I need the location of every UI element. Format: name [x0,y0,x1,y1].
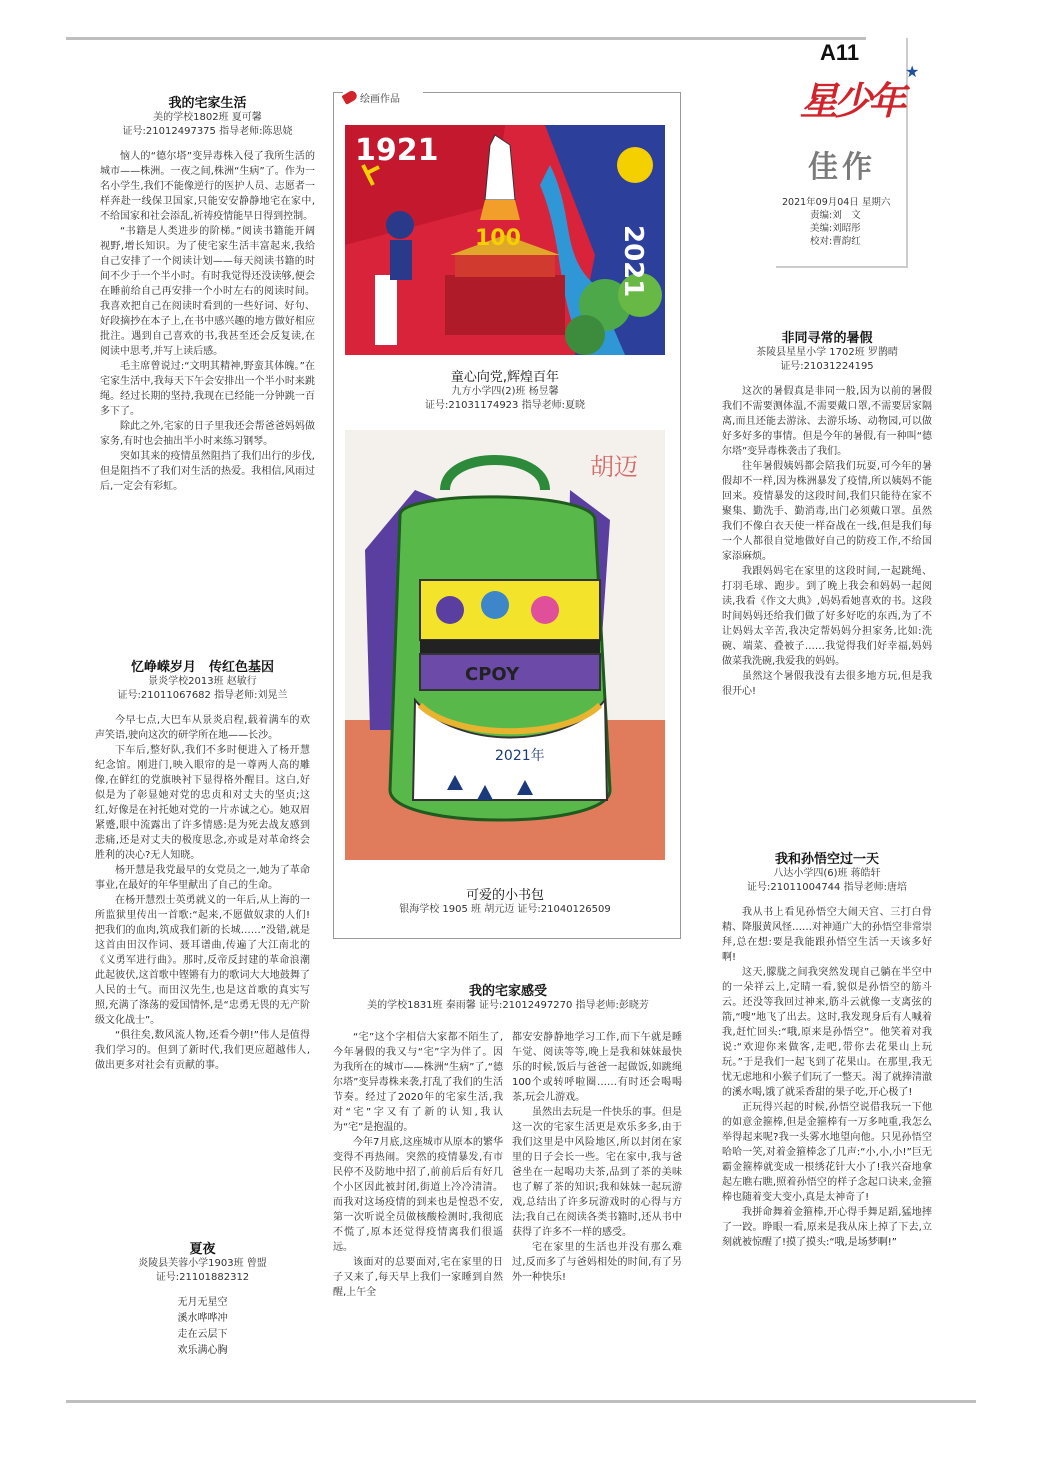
article-title: 忆峥嵘岁月 传红色基因 [130,660,274,675]
poem-line: 走在云层下 [177,1329,228,1340]
paragraph: 这天,朦胧之间我突然发现自己躺在半空中的一朵祥云上,定睛一看,貌似是孙悟空的筋斗云。还没等我回过神来,筋斗云就像一支离弦的箭,“嗖”地飞了出去。这时,我发现身后有人喊着我,赶忙回头:“哦,原来是孙悟空”。他笑着对我说:“欢迎你来做客,走吧,带你去花果山上玩玩。”于是我们一起飞到了花果山。在那里,我无忧无虑地和小猴子们玩了一整天。渴了就捧清澈的溪水喝,饿了就采香甜的果子吃,开心极了! [722,967,932,1098]
article-title: 我的宅家感受 [468,984,547,999]
pen-icon [341,89,358,105]
paragraph: 在杨开慧烈士英勇就义的一年后,从上海的一所监狱里传出一首歌:“起来,不愿做奴隶的人们!把我们的血肉,筑成我们新的长城……”没错,就是这首由田汉作词、聂耳谱曲,传遍了大江南北的《义勇军进行曲》。那时,反帝反封建的革命浪潮此起彼伏,这首歌中铿锵有力的歌词大大地鼓舞了人民的士气。而田汉先生,也是这首歌的真实写照,充满了涤荡的爱国情怀,是“忠勇无畏的无产阶级文化战士”。 [95,895,310,1026]
bag-text-2021: 2021年 [495,748,545,764]
painting-byline: 九方小学四(2)班 杨昱馨 [451,386,559,397]
paragraph: 今早七点,大巴车从景炎启程,载着满车的欢声笑语,驶向这次的研学所在地——长沙。 [95,715,310,741]
article-id: 证号:21012497375 指导老师:陈思娆 [122,126,293,137]
article-title: 非同寻常的暑假 [781,331,873,346]
article-home-feelings-col2 [512,1030,682,1285]
issue-info [782,196,890,248]
artwork-section-label: 绘画作品 [360,93,400,105]
painting-title: 可爱的小书包 [465,888,544,903]
article-title: 夏夜 [189,1242,216,1257]
article-title: 我的宅家生活 [168,96,247,111]
painted-100: 100 [475,226,521,251]
bottom-rule [66,1400,976,1403]
poem-body [95,1295,310,1359]
paragraph: 往年暑假姨妈都会陪我们玩耍,可今年的暑假却不一样,因为株洲暴发了疫情,所以姨妈不能回来。疫情暴发的这段时间,我们只能待在家不聚集、勤洗手、勤消毒,出门必须戴口罩。虽然我们不像白衣天使一样奋战在一线,但是我们每一个人都很自觉地做好自己的防疫工作,不给国家添麻烦。 [722,461,932,562]
paragraph: 除此之外,宅家的日子里我还会帮爸爸妈妈做家务,有时也会抽出半小时来练习钢琴。 [100,421,315,447]
bag-text-cpoy: CPOY [465,664,520,685]
article-id: 证号:21031224195 [780,361,874,372]
painting-centenary-art [345,125,665,355]
article-title: 我和孙悟空过一天 [774,852,879,867]
article-red-gene [95,656,310,1073]
proofreader: 校对:曹韵红 [810,236,861,247]
paragraph: 都安安静静地学习工作,而下午就是睡午觉、阅读等等,晚上是我和妹妹最快乐的时候,饭后与爸爸一起做饭,如跳绳100个或转呼啦圈……有时还会喝喝茶,玩会儿游戏。 [512,1032,682,1103]
designer: 美编:刘昭彤 [810,223,861,234]
article-body [100,149,315,494]
paragraph: 我跟妈妈宅在家里的这段时间,一起跳绳、打羽毛球、跑步。到了晚上我会和妈妈一起阅读,我看《作文大典》,妈妈看她喜欢的书。这段时间妈妈还给我们做了好多好吃的东西,为了不让妈妈太辛苦,我决定帮妈妈分担家务,比如:洗碗、端菜、叠被子……我觉得我们好幸福,妈妈做菜我洗碗,我爱我的妈妈。 [722,566,932,667]
artwork-section-tag [343,88,423,106]
paragraph: 虽然这个暑假我没有去很多地方玩,但是我很开心! [722,671,932,697]
artist-signature: 胡迈 [590,453,638,481]
paragraph: 毛主席曾说过:“文明其精神,野蛮其体魄。”在宅家生活中,我每天下午会安排出一个半小时来跳绳。经过长期的坚持,我现在已经能一分钟跳一百多下了。 [100,361,315,417]
poem-summer-night [95,1238,310,1359]
article-id: 证号:21101882312 [155,1272,250,1283]
article-home-feelings-col1 [333,1030,503,1300]
paragraph: 我从书上看见孙悟空大闹天宫、三打白骨精、降服黄风怪……对神通广大的孙悟空非常崇拜,总在想:要是我能跟孙悟空生活一天该多好啊! [722,907,932,963]
paragraph: 杨开慧是我党最早的女党员之一,她为了革命事业,在最好的年华里献出了自己的生命。 [95,865,310,891]
article-body [722,384,932,699]
paragraph: 恼人的“德尔塔”变异毒株入侵了我所生活的城市——株洲。一夜之间,株洲“生病”了。作为一名小学生,我们不能像逆行的医护人员、志愿者一样奔赴一线保卫国家,只能安安静静地宅在家中,不给国家和社会添乱,祈祷疫情能早日得到控制。 [100,151,315,222]
painting-schoolbag [345,430,665,860]
paragraph: “宅”这个字相信大家都不陌生了,今年暑假的我又与“宅”字为伴了。因为我所在的城市——株洲“生病”了,“德尔塔”变异毒株来袭,打乱了我们的生活节奏。经过了2020年的宅家生活,我对“宅”字又有了新的认知,我认为“宅”是抱温的。 [333,1032,503,1133]
paragraph: 宅在家里的生活也并没有那么难过,反而多了与爸妈相处的时间,有了另外一种快乐! [512,1242,682,1283]
article-my-home-life [100,92,315,494]
paragraph: 正玩得兴起的时候,孙悟空说借我玩一下他的如意金箍棒,但是金箍棒有一万多吨重,我怎么举得起来呢?我一头雾水地望向他。只见孙悟空哈哈一笑,对着金箍棒念了几声:“小,小,小!”巨无霸金箍棒就变成一根绣花针大小了!我兴奋地拿起左瞧右瞧,照着孙悟空的样子念起口诀来,金箍棒也随着变大变小,真是太神奇了! [722,1102,932,1203]
paragraph: 这次的暑假真是非同一般,因为以前的暑假我们不需要测体温,不需要戴口罩,不需要居家隔离,而且还能去游泳、去游乐场、动物园,可以做好多好多的事情。但是今年的暑假,有一种叫“德尔塔”变异毒株袭击了我们。 [722,386,932,457]
article-sun-wukong [722,848,932,1250]
paragraph: 该面对的总要面对,宅在家里的日子又来了,每天早上我们一家睡到自然醒,上午全 [333,1257,503,1298]
section-title: 佳作 [808,150,876,185]
painting-centenary [345,125,665,355]
article-byline: 景炎学校2013班 赵敏行 [148,676,257,687]
brand-logo: 星少年 [800,79,903,123]
editor: 责编:刘 文 [810,210,861,221]
paragraph: 今年7月底,这座城市从原本的繁华变得不再热闹。突然的疫情暴发,有市民停不及防地中招了,前前后后有好几个小区因此被封闭,街道上冷冷清清。而我对这场疫情的到来也是惶恐不安,第一次听说全员做核酸检测时,我彻底不慌了,原本还觉得疫情离我们很遥远。 [333,1137,503,1253]
paragraph: 虽然出去玩是一件快乐的事。但是这一次的宅家生活更是欢乐多多,由于我们这里是中风险地区,所以封闭在家里的日子会长一些。宅在家中,我与爸爸坐在一起喝功夫茶,品到了茶的美味也了解了茶的知识;我和妹妹一起玩游戏,总结出了许多玩游戏时的心得与方法;我自己在阅读各类书籍时,还从书中获得了许多不一样的感受。 [512,1107,682,1238]
article-body [95,713,310,1073]
article-byline: 八达小学四(6)班 蒋皓轩 [773,868,881,879]
article-body [722,905,932,1250]
poem-line: 欢乐满心胸 [177,1345,228,1356]
painted-year-1921: 1921 [355,133,439,168]
article-home-feelings [333,980,683,1013]
painting-1-caption [345,366,665,413]
poem-line: 溪水哗哗冲 [177,1313,228,1324]
painting-2-caption [345,884,665,917]
paragraph: “书籍是人类进步的阶梯。”阅读书籍能开阔视野,增长知识。为了使宅家生活丰富起来,我给自己安排了一个阅读计划——每天阅读书籍的时间不少于一个半小时。有时我觉得还没读够,便会在睡前给自己再安排一个小时左右的阅读时间。我喜欢把自己在阅读时看到的一些好词、好句、好段摘抄在本子上,在书中感兴趣的地方做好相应批注。遇到自己喜欢的书,我甚至还会反复读,在阅读中思考,并写上读后感。 [100,226,315,357]
painting-id: 证号:21031174923 指导老师:夏晓 [425,400,585,411]
poem-line: 无月无星空 [177,1297,228,1308]
top-rule [66,37,866,40]
article-byline: 茶陵县星星小学 1702班 罗鹊晴 [756,347,898,358]
paragraph: 下车后,整好队,我们不多时便进入了杨开慧纪念馆。刚进门,映入眼帘的是一尊两人高的雕像,在鲜红的党旗映衬下显得格外醒目。这白,好似是为了彰显她对党的忠贞和对丈夫的坚贞;这红,好像是在衬托她对党的一片赤诚之心。她双眉紧蹙,眼中流露出了许多情感:是为死去战友感到悲痛,还是对丈夫的极度思念,亦或是对革命终会胜利的决心?无人知晓。 [95,745,310,861]
article-id: 证号:21011004744 指导老师:唐培 [747,882,907,893]
paragraph: “俱往矣,数风流人物,还看今朝!”伟人是值得我们学习的。但到了新时代,我们更应超越伟人,做出更多对社会有贡献的事。 [95,1030,310,1071]
article-id: 证号:21011067682 指导老师:刘晃兰 [117,690,288,701]
article-byline: 炎陵县芙蓉小学1903班 曾盟 [138,1258,267,1269]
star-icon: ★ [905,62,920,81]
page-number: A11 [820,40,860,65]
painting-byline: 银海学校 1905 班 胡元迈 证号:21040126509 [399,904,611,915]
article-unusual-summer [722,327,932,699]
issue-date: 2021年09月04日 星期六 [782,197,891,208]
article-byline: 美的学校1802班 夏可馨 [153,112,262,123]
painted-year-2021: 2021 [618,225,648,298]
painting-schoolbag-art [345,430,665,860]
paragraph: 突如其来的疫情虽然阻挡了我们出行的步伐,但是阻挡不了我们对生活的热爱。我相信,风雨过后,一定会有彩虹。 [100,451,315,492]
article-byline: 美的学校1831班 秦雨馨 证号:21012497270 指导老师:彭晓芳 [367,1000,649,1011]
paragraph: 我拼命舞着金箍棒,开心得手舞足蹈,猛地摔了一跤。睁眼一看,原来是我从床上掉了下去,立刻就被惊醒了!摸了摸头:“哦,是场梦啊!” [722,1207,932,1248]
painting-title: 童心向党,辉煌百年 [450,370,560,385]
